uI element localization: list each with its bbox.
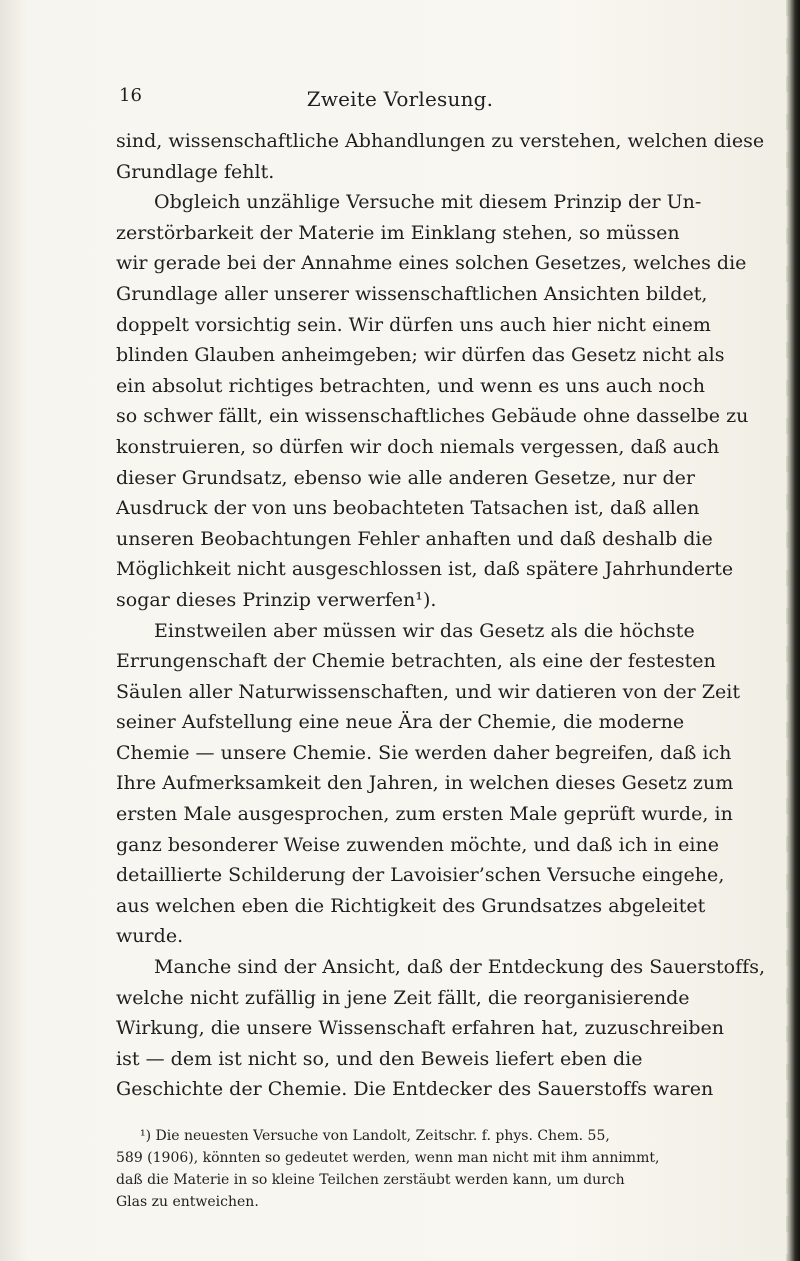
page-number: 16 [119, 85, 142, 106]
running-title: Zweite Vorlesung. [306, 87, 494, 111]
footnote [116, 1125, 770, 1213]
text-line: unseren Beobachtungen Fehler anhaften und daß deshalb die [116, 527, 713, 550]
text-line: zerstörbarkeit der Materie im Einklang stehen, so müssen [116, 221, 680, 244]
paragraph-start-line: Einstweilen aber müssen wir das Gesetz als die höchste [154, 619, 695, 642]
text-line: Grundlage aller unserer wissenschaftlichen Ansichten bildet, [116, 282, 708, 305]
text-line: Ihre Aufmerksamkeit den Jahren, in welchen dieses Gesetz zum [116, 772, 734, 795]
page-binding-shadow [0, 0, 28, 1261]
text-line: Möglichkeit nicht ausgeschlossen ist, daß spätere Jahrhunderte [116, 558, 734, 581]
text-line: Errungenschaft der Chemie betrachten, als eine der festesten [116, 650, 716, 673]
footnote-line: daß die Materie in so kleine Teilchen zerstäubt werden kann, um durch [116, 1172, 625, 1188]
text-line: ein absolut richtiges betrachten, und wenn es uns auch noch [116, 374, 705, 397]
paragraph-start-line: Obgleich unzählige Versuche mit diesem Prinzip der Un- [154, 191, 702, 214]
text-line: ersten Male ausgesprochen, zum ersten Male geprüft wurde, in [116, 803, 733, 826]
paragraph-start-line: Manche sind der Ansicht, daß der Entdeckung des Sauerstoffs, [154, 956, 766, 979]
text-line: dieser Grundsatz, ebenso wie alle anderen Gesetze, nur der [116, 466, 696, 489]
text-line: seiner Aufstellung eine neue Ära der Chemie, die moderne [116, 711, 685, 734]
main-text [116, 126, 770, 1105]
text-line: ist — dem ist nicht so, und den Beweis liefert eben die [116, 1047, 643, 1070]
text-line: Ausdruck der von uns beobachteten Tatsachen ist, daß allen [116, 497, 700, 520]
text-line: konstruieren, so dürfen wir doch niemals vergessen, daß auch [116, 435, 720, 458]
footnote-line: Glas zu entweichen. [116, 1194, 259, 1210]
text-line: detaillierte Schilderung der Lavoisier’schen Versuche eingehe, [116, 864, 725, 887]
text-line: so schwer fällt, ein wissenschaftliches Gebäude ohne dasselbe zu [116, 405, 749, 428]
text-line: welche nicht zufällig in jene Zeit fällt, die reorganisierende [116, 986, 690, 1009]
text-line: ganz besonderer Weise zuwenden möchte, und daß ich in eine [116, 833, 719, 856]
footnote-line: 589 (1906), könnten so gedeutet werden, wenn man nicht mit ihm annimmt, [116, 1150, 660, 1166]
text-line: Säulen aller Naturwissenschaften, und wir datieren von der Zeit [116, 680, 741, 703]
text-line: sind, wissenschaftliche Abhandlungen zu verstehen, welchen diese [116, 130, 765, 152]
footnote-line: ¹) Die neuesten Versuche von Landolt, Zeitschr. f. phys. Chem. 55, [140, 1128, 610, 1144]
text-line: Grundlage fehlt. [116, 160, 275, 183]
text-line: Chemie — unsere Chemie. Sie werden daher begreifen, daß ich [116, 741, 732, 764]
text-line: wir gerade bei der Annahme eines solchen Gesetzes, welches die [116, 252, 747, 275]
page-edge [786, 0, 800, 1261]
text-line: Geschichte der Chemie. Die Entdecker des Sauerstoffs waren [116, 1078, 714, 1101]
text-line: wurde. [116, 925, 184, 948]
text-line: blinden Glauben anheimgeben; wir dürfen das Gesetz nicht als [116, 344, 725, 367]
text-line: doppelt vorsichtig sein. Wir dürfen uns auch hier nicht einem [116, 313, 711, 336]
text-line: sogar dieses Prinzip verwerfen¹). [116, 588, 437, 611]
text-line: aus welchen eben die Richtigkeit des Grundsatzes abgeleitet [116, 894, 706, 917]
text-line: Wirkung, die unsere Wissenschaft erfahren hat, zuzuschreiben [116, 1017, 725, 1040]
